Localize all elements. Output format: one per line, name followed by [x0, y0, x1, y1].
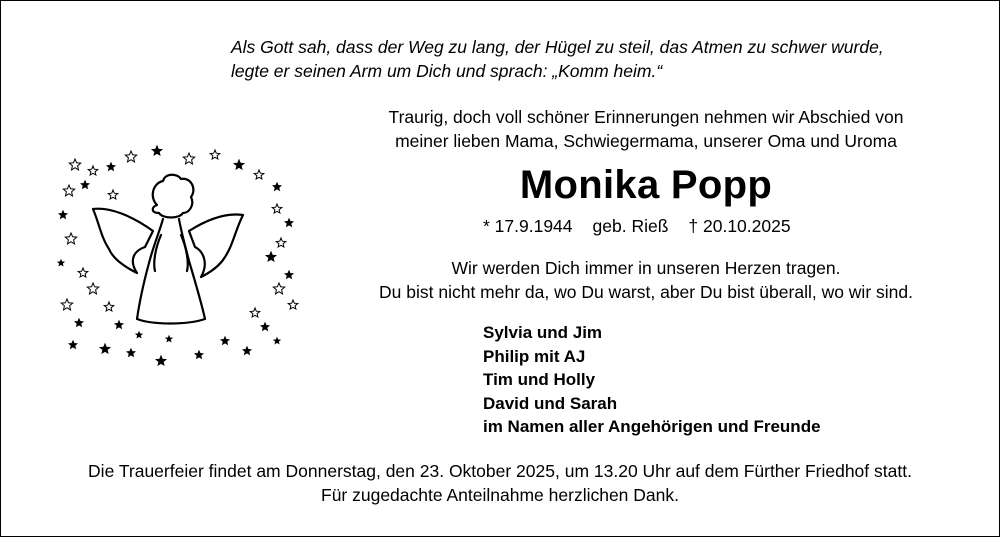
star-icon [156, 356, 166, 365]
death-date: † 20.10.2025 [688, 216, 791, 236]
star-icon [273, 283, 284, 294]
star-icon [276, 238, 286, 247]
star-icon [127, 349, 135, 356]
star-icon [115, 321, 123, 328]
star-icon [58, 260, 64, 265]
angel-with-stars-icon [49, 139, 309, 371]
star-icon [288, 300, 298, 309]
signer-item: David und Sarah [483, 393, 618, 413]
verse-line-2: Du bist nicht mehr da, wo Du warst, aber Du bist überall, wo wir sind. [379, 282, 913, 302]
signer-item: Tim und Holly [483, 370, 596, 390]
star-icon [88, 166, 98, 175]
life-dates [483, 214, 791, 238]
maiden-name: geb. Rieß [592, 216, 669, 236]
star-icon [234, 160, 244, 169]
star-icon [243, 347, 251, 354]
star-icon [266, 252, 276, 261]
star-icon [273, 183, 281, 190]
star-icon [69, 159, 80, 170]
star-icon [272, 204, 282, 213]
birth-date: * 17.9.1944 [483, 216, 573, 236]
thanks-note: Für zugedachte Anteilnahme herzlichen Dank. [321, 485, 679, 505]
star-icon [274, 338, 280, 343]
star-icon [107, 163, 115, 170]
star-icon [285, 219, 293, 226]
signer-item: Sylvia und Jim [483, 323, 603, 342]
intro-line-1: Traurig, doch voll schöner Erinnerungen nehmen wir Abschied von [388, 107, 904, 127]
star-icon [100, 344, 110, 353]
star-icon [195, 351, 203, 358]
star-icon [63, 185, 74, 196]
star-icon [166, 336, 172, 341]
funeral-notice [21, 459, 979, 507]
verse-line-1: Wir werden Dich immer in unseren Herzen tragen. [451, 258, 841, 278]
intro-line-2: meiner lieben Mama, Schwiegermama, unserer Oma und Uroma [395, 131, 897, 151]
quote-line-1: Als Gott sah, dass der Weg zu lang, der Hügel zu steil, das Atmen zu schwer wurde, [231, 37, 884, 57]
star-icon [69, 341, 77, 348]
opening-quote [231, 35, 971, 83]
star-icon [59, 211, 67, 218]
star-icon [254, 170, 264, 179]
star-icon [136, 332, 142, 337]
star-icon [152, 146, 162, 155]
funeral-details: Die Trauerfeier findet am Donnerstag, den 23. Oktober 2025, um 13.20 Uhr auf dem Fürther Friedhof statt. [88, 461, 912, 481]
star-icon [221, 337, 229, 344]
star-icon [81, 181, 89, 188]
star-icon [183, 153, 194, 164]
star-icon [104, 302, 114, 311]
signer-item: im Namen aller Angehörigen und Freunde [483, 417, 821, 437]
star-icon [75, 319, 83, 326]
star-icon [210, 150, 220, 159]
star-icon [78, 268, 88, 277]
quote-line-2: legte er seinen Arm um Dich und sprach: „Komm heim.“ [231, 61, 663, 81]
signers-list [483, 321, 821, 439]
signer-item: Philip mit AJ [483, 346, 586, 366]
star-icon [108, 190, 118, 199]
star-icon [87, 283, 98, 294]
deceased-name: Monika Popp [519, 163, 773, 207]
memorial-verse [331, 256, 961, 304]
star-icon [125, 151, 136, 162]
farewell-intro [331, 105, 961, 153]
star-icon [285, 271, 293, 278]
star-icon [261, 323, 269, 330]
star-icon [250, 308, 260, 317]
star-icon [65, 233, 76, 244]
star-icon [61, 299, 72, 310]
